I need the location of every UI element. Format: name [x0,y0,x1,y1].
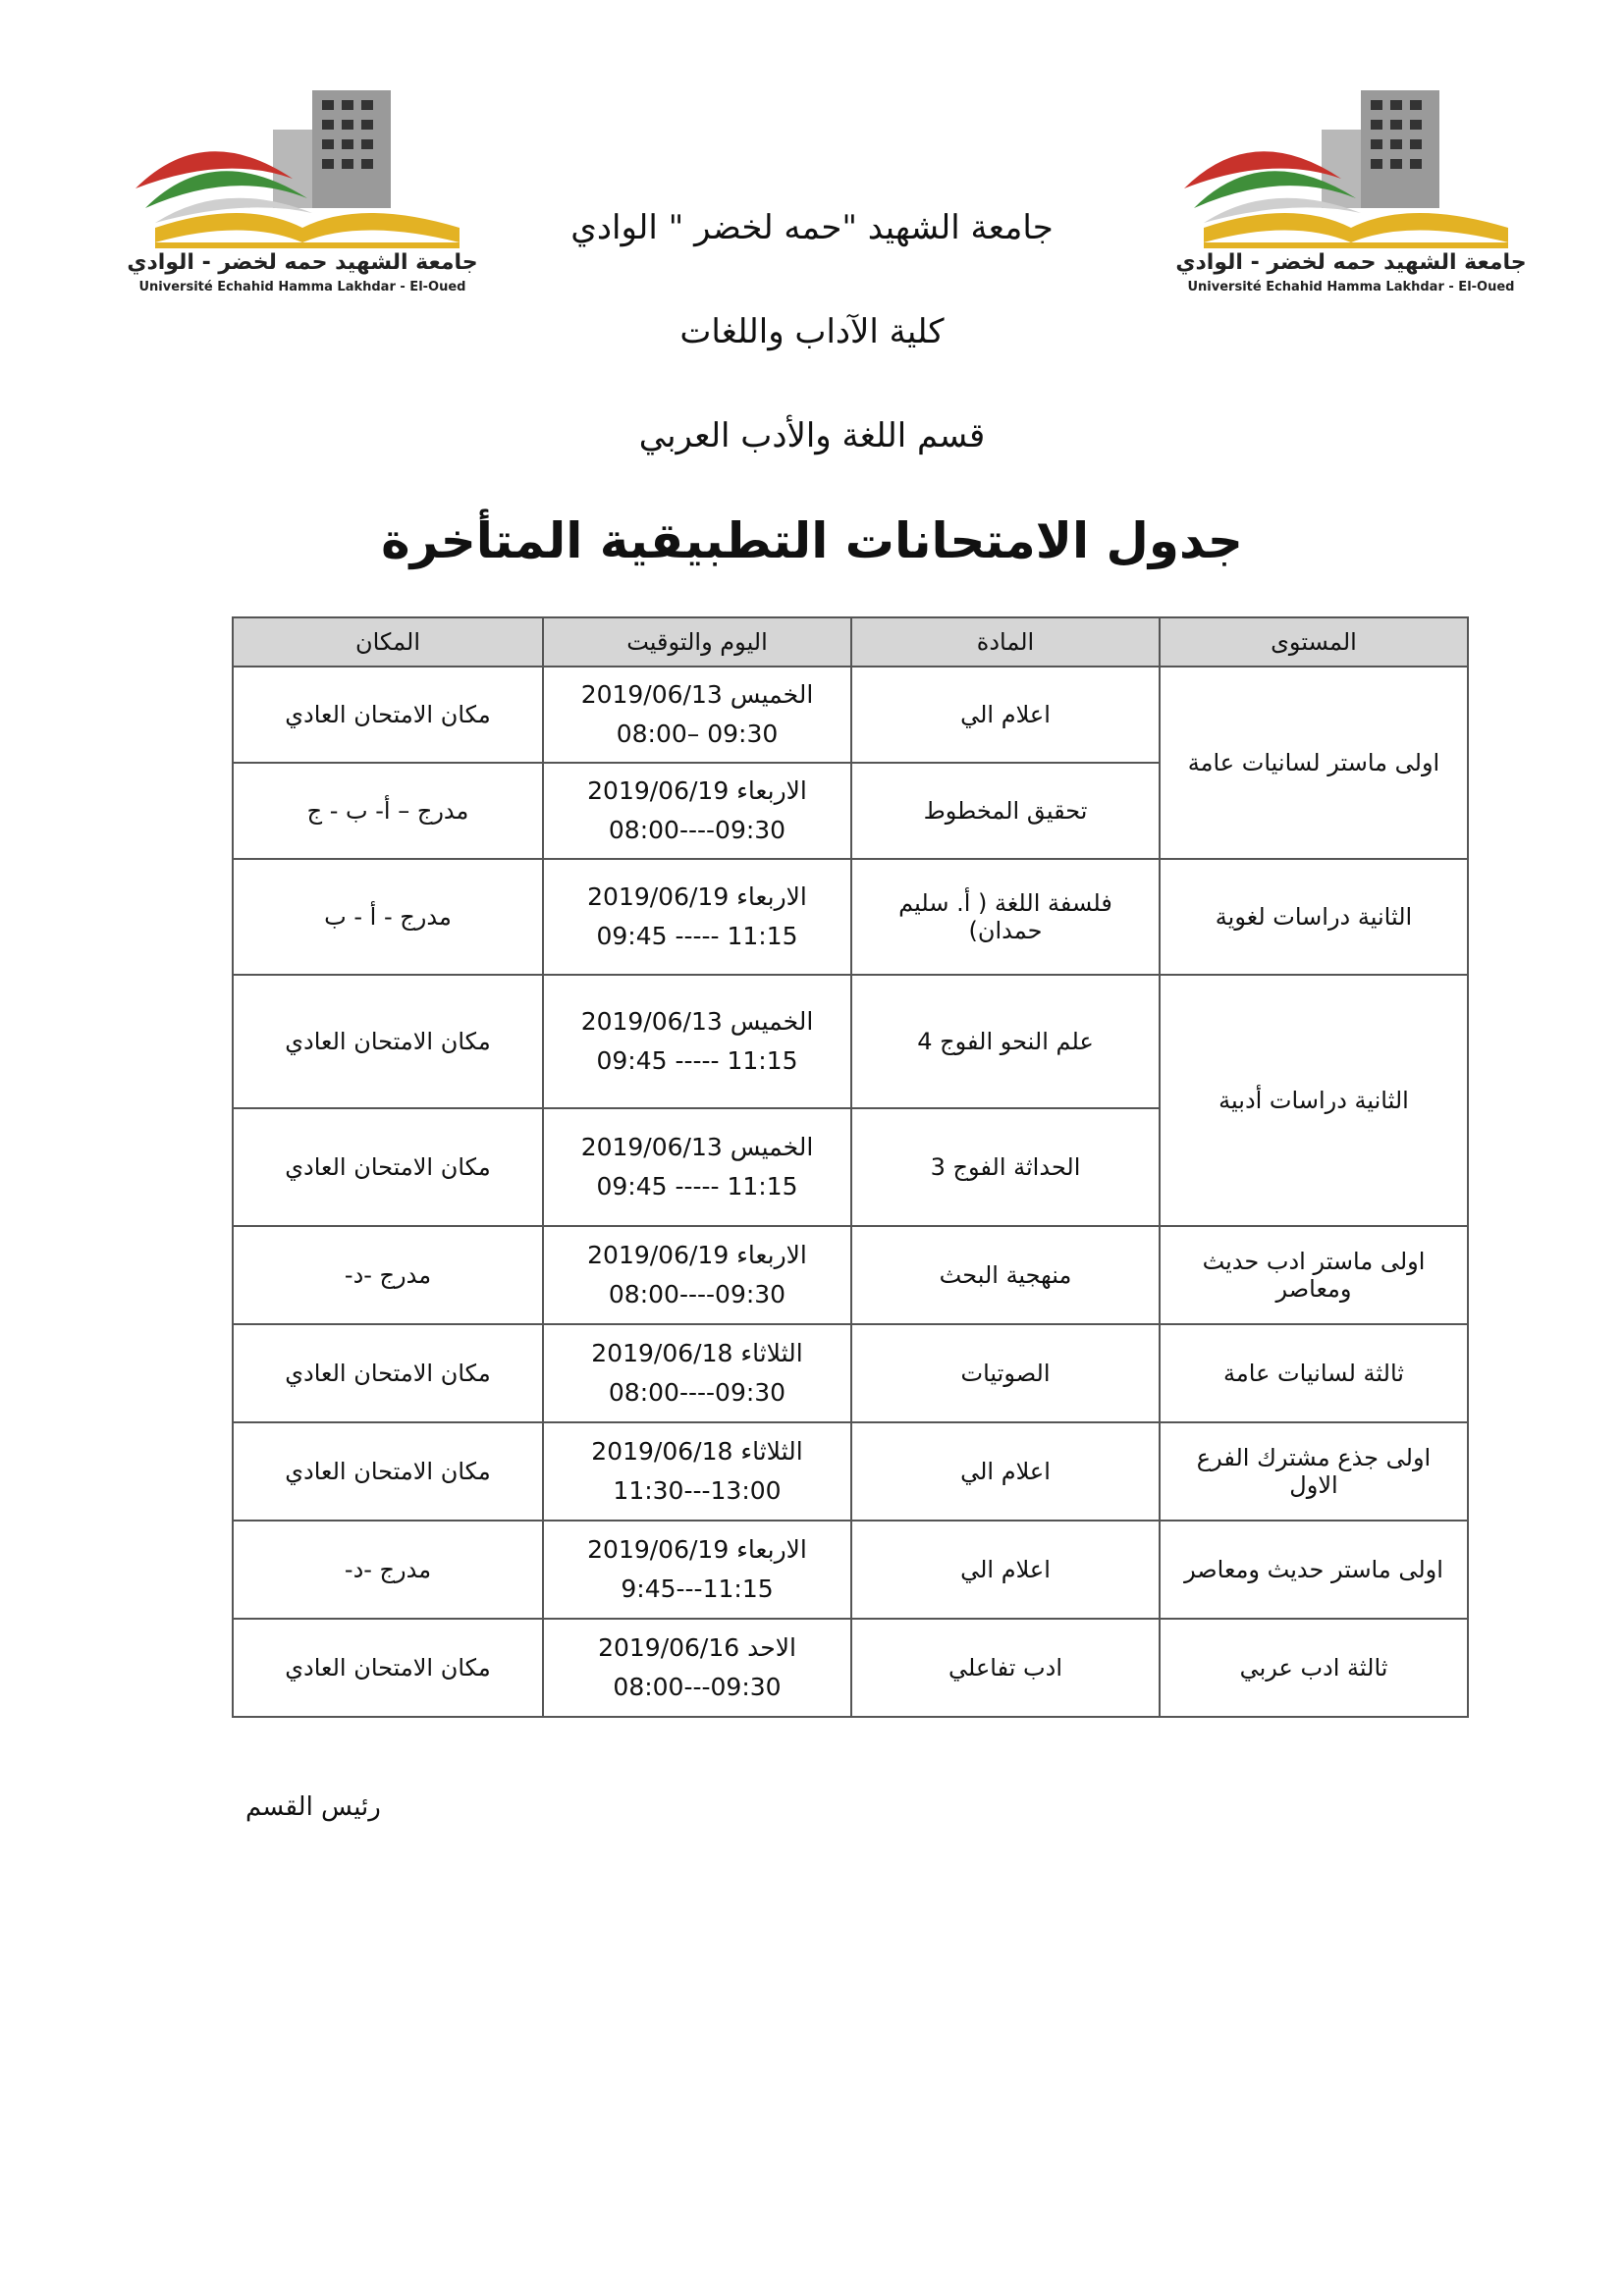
logo-latin-text: Université Echahid Hamma Lakhdar - El-Oued [138,280,466,294]
cell-subject: اعلام الي [851,667,1160,763]
cell-subject: اعلام الي [851,1521,1160,1619]
cell-subject: فلسفة اللغة ( أ. سليم حمدان) [851,859,1160,975]
cell-level: الثانية دراسات أدبية [1160,975,1468,1226]
cell-time: 9:45---11:15 [621,1575,774,1603]
cell-datetime [543,1619,851,1717]
cell-level: الثانية دراسات لغوية [1160,859,1468,975]
cell-date: الاربعاء 2019/06/19 [587,882,807,911]
department-head-signature-label: رئيس القسم [245,1792,381,1822]
university-logo-right [1174,61,1528,296]
table-row [233,975,1468,1108]
cell-place: مكان الامتحان العادي [233,1324,543,1422]
university-logo-graphic [126,61,479,296]
cell-subject: ادب تفاعلي [851,1619,1160,1717]
table-row [233,1324,1468,1422]
logo-arabic-text: جامعة الشهيد حمه لخضر - الوادي [1175,250,1527,275]
cell-datetime [543,975,851,1108]
department-name: قسم اللغة والأدب العربي [638,416,986,455]
table-row [233,1619,1468,1717]
table-row [233,1226,1468,1324]
header-place: المكان [233,617,543,667]
cell-place: مكان الامتحان العادي [233,975,543,1108]
cell-date: الاربعاء 2019/06/19 [587,1535,807,1564]
exam-schedule-table [232,616,1469,1718]
page-title: جدول الامتحانات التطبيقية المتأخرة [381,512,1243,569]
cell-level: اولى ماستر لسانيات عامة [1160,667,1468,859]
cell-place: مكان الامتحان العادي [233,1422,543,1521]
table-row [233,1521,1468,1619]
cell-time: 09:45 ----- 11:15 [596,1046,798,1075]
table-row [233,1422,1468,1521]
cell-subject: تحقيق المخطوط [851,763,1160,859]
cell-time: 08:00----09:30 [608,816,786,844]
cell-time: 09:45 ----- 11:15 [596,922,798,950]
cell-subject: علم النحو الفوج 4 [851,975,1160,1108]
university-logo-left [126,61,479,296]
logo-arabic-text: جامعة الشهيد حمه لخضر - الوادي [127,250,478,275]
cell-level: ثالثة لسانيات عامة [1160,1324,1468,1422]
cell-date: الاحد 2019/06/16 [598,1633,796,1662]
cell-datetime [543,1324,851,1422]
cell-time: 08:00----09:30 [608,1280,786,1308]
header-subject: المادة [851,617,1160,667]
cell-date: الاربعاء 2019/06/19 [587,776,807,805]
cell-time: 11:30---13:00 [613,1476,782,1505]
cell-time: 09:45 ----- 11:15 [596,1172,798,1201]
table-header-row [233,617,1468,667]
cell-place: مكان الامتحان العادي [233,667,543,763]
cell-date: الخميس 2019/06/13 [580,680,814,709]
cell-level: اولى ماستر حديث ومعاصر [1160,1521,1468,1619]
cell-date: الخميس 2019/06/13 [580,1007,814,1036]
cell-datetime [543,1521,851,1619]
cell-level: ثالثة ادب عربي [1160,1619,1468,1717]
cell-place: مدرج -د- [233,1521,543,1619]
cell-subject: الحداثة الفوج 3 [851,1108,1160,1226]
cell-subject: اعلام الي [851,1422,1160,1521]
cell-place: مدرج – أ- ب - ج [233,763,543,859]
cell-place: مكان الامتحان العادي [233,1108,543,1226]
cell-subject: الصوتيات [851,1324,1160,1422]
cell-date: الثلاثاء 2019/06/18 [591,1339,803,1367]
faculty-name: كلية الآداب واللغات [679,312,945,351]
cell-place: مدرج - أ - ب [233,859,543,975]
logo-latin-text: Université Echahid Hamma Lakhdar - El-Oued [1187,280,1515,294]
cell-datetime [543,1108,851,1226]
cell-time: 08:00– 09:30 [616,720,779,748]
university-name: جامعة الشهيد "حمه لخضر " الوادي [570,208,1054,247]
cell-datetime [543,1226,851,1324]
cell-level: اولى ماستر ادب حديث ومعاصر [1160,1226,1468,1324]
cell-place: مكان الامتحان العادي [233,1619,543,1717]
cell-datetime [543,667,851,763]
header-datetime: اليوم والتوقيت [543,617,851,667]
cell-datetime [543,859,851,975]
cell-place: مدرج -د- [233,1226,543,1324]
table-row [233,667,1468,763]
cell-time: 08:00---09:30 [613,1673,782,1701]
cell-time: 08:00----09:30 [608,1378,786,1407]
table-row [233,859,1468,975]
cell-datetime [543,763,851,859]
university-logo-graphic [1174,61,1528,296]
cell-level: اولى جذع مشترك الفرع الاول [1160,1422,1468,1521]
cell-date: الاربعاء 2019/06/19 [587,1241,807,1269]
header-level: المستوى [1160,617,1468,667]
cell-datetime [543,1422,851,1521]
cell-date: الثلاثاء 2019/06/18 [591,1437,803,1466]
cell-subject: منهجية البحث [851,1226,1160,1324]
cell-date: الخميس 2019/06/13 [580,1133,814,1161]
